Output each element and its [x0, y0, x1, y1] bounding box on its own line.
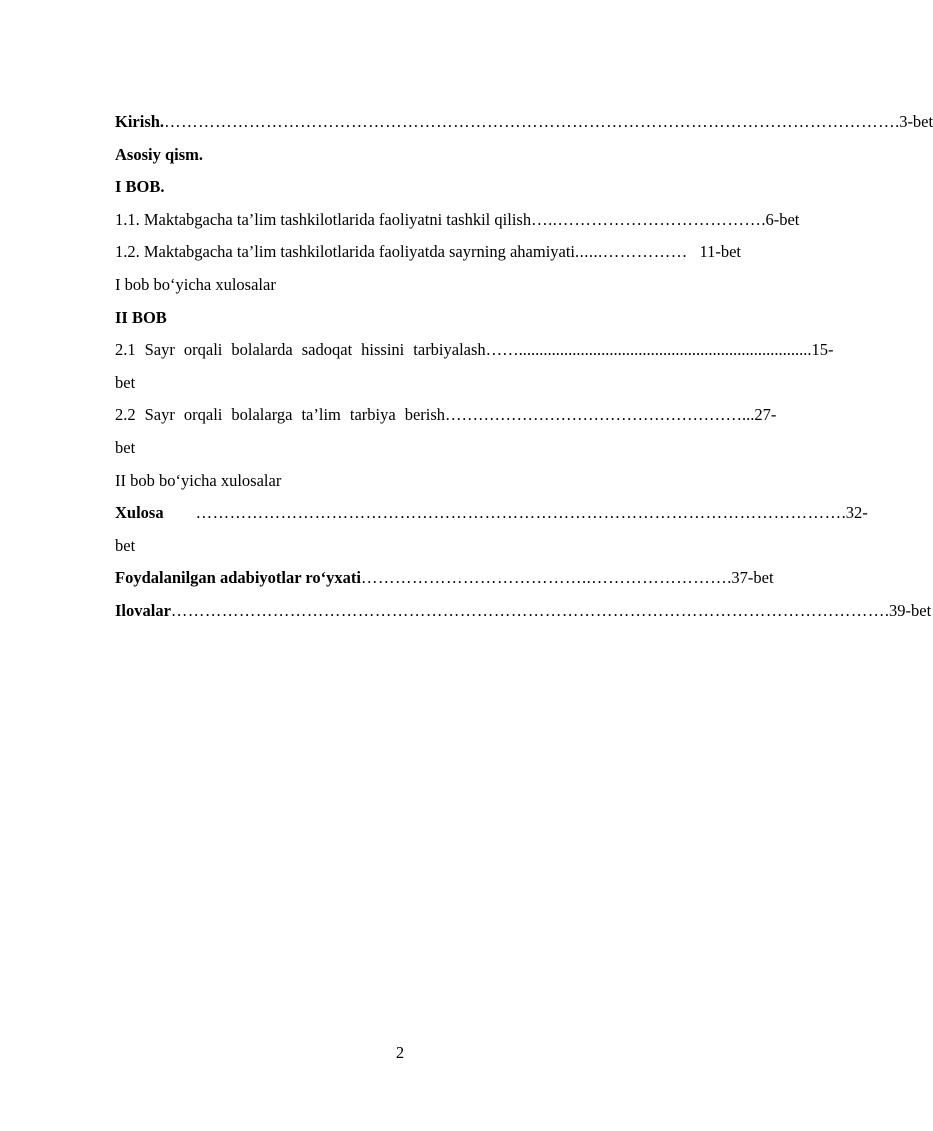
toc-word: hissini: [361, 340, 405, 360]
toc-entry-adabiyotlar: [115, 562, 774, 595]
toc-page: .6-bet: [761, 209, 800, 229]
toc-leader-dots: ………………………………………………………………………………………………………………: [170, 600, 885, 620]
toc-bob1-xulosa: I bob bo‘yicha xulosalar: [115, 274, 276, 294]
toc-page: 15-: [811, 340, 834, 360]
toc-title: Kirish.: [115, 112, 165, 131]
toc-entry-kirish: [115, 106, 933, 139]
toc-bob2-xulosa: II bob bo‘yicha xulosalar: [115, 470, 282, 490]
toc-leader-dots: …..………………………………: [531, 209, 762, 229]
toc-entry-2-1: [115, 334, 834, 367]
toc-word: orqali: [183, 405, 223, 425]
toc-word: ta’lim: [301, 405, 341, 425]
toc-entry-1-2: [115, 236, 741, 269]
toc-word: orqali: [183, 340, 223, 360]
toc-leader-dots: …………………………………..……………………: [361, 568, 728, 588]
toc-page: .3-bet: [895, 112, 933, 131]
toc-leader-dots: …………………………………………………………………………………………………………………: [164, 112, 896, 131]
toc-heading-asosiy: Asosiy qism.: [115, 144, 204, 164]
toc-word: tarbiya: [349, 405, 396, 425]
toc-page: .39-bet: [884, 600, 932, 620]
toc-word: tarbiyalash: [413, 340, 486, 360]
toc-page-continuation: bet: [115, 372, 136, 392]
toc-word: sadoqat: [301, 340, 353, 360]
toc-title: Ilovalar: [115, 600, 171, 620]
toc-title: 1.1. Maktabgacha ta’lim tashkilotlarida faoliyatni tashkil qilish: [115, 209, 532, 229]
toc-leader-dots: ……………………………………………………………………………………………………: [195, 503, 842, 523]
toc-entry-2-2: [115, 399, 777, 432]
toc-page: .37-bet: [727, 568, 774, 588]
toc-page-continuation: bet: [115, 437, 136, 457]
toc-title: 1.2. Maktabgacha ta’lim tashkilotlarida faoliyatda sayrning ahamiyati: [115, 242, 576, 262]
toc-word: 2.1: [115, 340, 136, 360]
toc-leader-dots: …….......................................................................: [485, 340, 812, 360]
toc-word: bolalarga: [231, 405, 293, 425]
toc-entry-xulosa: [115, 497, 868, 530]
toc-heading-bob2: II BOB: [115, 307, 167, 327]
toc-entry-1-1: [115, 204, 800, 237]
toc-page-continuation: bet: [115, 535, 136, 555]
toc-page: .32-: [841, 503, 868, 523]
toc-leader-dots: ......……………: [575, 242, 688, 262]
toc-entry-ilovalar: [115, 595, 932, 628]
toc-word: bolalarda: [231, 340, 293, 360]
toc-page: 11-bet: [699, 242, 741, 262]
table-of-contents: [115, 106, 933, 628]
toc-word: Sayr: [144, 340, 175, 360]
toc-heading-bob1: I BOB.: [115, 177, 165, 197]
toc-title: Foydalanilgan adabiyotlar ro‘yxati: [115, 568, 362, 588]
toc-word: 2.2: [115, 405, 136, 425]
toc-title: Xulosa: [115, 503, 164, 523]
toc-word: berish: [404, 405, 446, 425]
toc-leader-dots: ………………………………………………...: [445, 405, 755, 425]
page-number: 2: [395, 1043, 405, 1062]
toc-page: 27-: [754, 405, 777, 425]
toc-word: Sayr: [144, 405, 175, 425]
